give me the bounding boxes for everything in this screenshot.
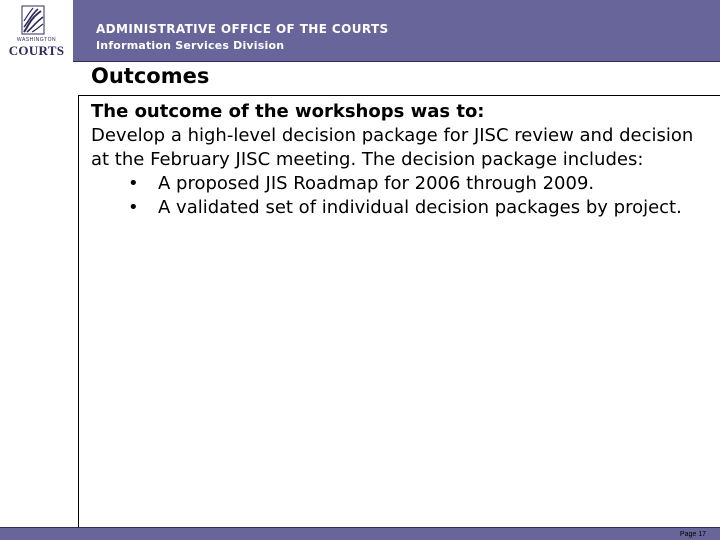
organization-name: ADMINISTRATIVE OFFICE OF THE COURTS — [96, 22, 389, 36]
content-top-rule — [78, 95, 720, 96]
logo-small-text: WASHINGTON — [16, 37, 57, 43]
bullet-item — [91, 196, 706, 220]
lead-text: The outcome of the workshops was to: — [91, 101, 485, 122]
title-divider — [73, 61, 720, 62]
bullet-icon: • — [128, 197, 139, 218]
washington-courts-logo-icon — [21, 5, 45, 35]
footer-band — [0, 528, 720, 540]
page-number: Page 17 — [679, 531, 706, 538]
division-name: Information Services Division — [96, 39, 285, 52]
washington-courts-logo — [0, 0, 73, 61]
logo-big-text: COURTS — [8, 43, 65, 58]
bullet-list — [91, 172, 706, 220]
bullet-icon: • — [128, 173, 139, 194]
bullet-text: A proposed JIS Roadmap for 2006 through 2009. — [158, 173, 595, 194]
slide-title: Outcomes — [91, 64, 210, 88]
content-left-rule — [78, 95, 79, 528]
bullet-text: A validated set of individual decision packages by project. — [158, 197, 682, 218]
header-band — [0, 0, 720, 61]
bullet-item — [91, 172, 706, 196]
body-paragraph: Develop a high-level decision package for JISC review and decision at the February JISC meeting. The decision package includes: — [91, 125, 694, 170]
slide-content — [91, 100, 706, 220]
